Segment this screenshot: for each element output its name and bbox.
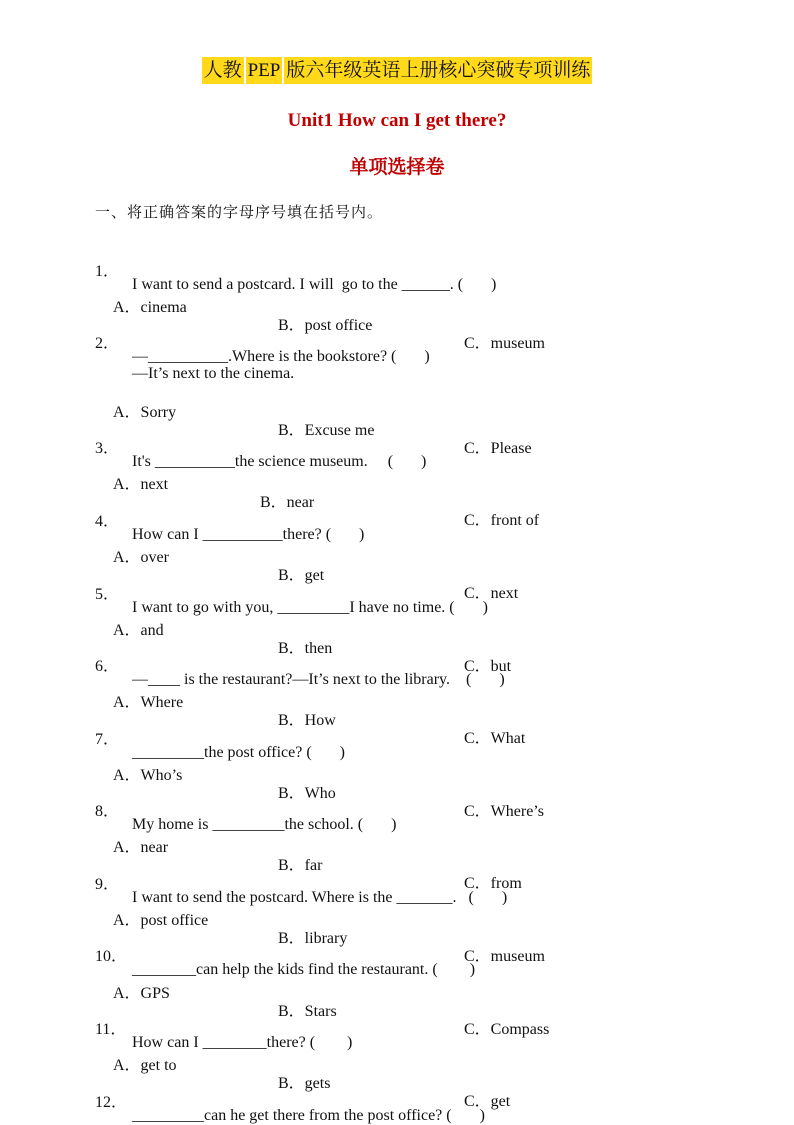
- question-reply-text: —It’s next to the cinema.: [132, 365, 295, 382]
- option-c[interactable]: C．Compass: [464, 1021, 550, 1038]
- question-text: —__________.Where is the bookstore? ( ): [132, 348, 430, 365]
- option-c[interactable]: C．Where’s: [464, 803, 544, 820]
- option-a[interactable]: A．Where: [113, 694, 184, 711]
- option-c[interactable]: C．museum: [464, 948, 545, 965]
- question-number: 1．: [95, 263, 120, 280]
- title-part: 版六年级英语上册核心突破专项训练: [284, 57, 592, 84]
- option-b[interactable]: B．gets: [278, 1075, 331, 1092]
- question-number: 3．: [95, 440, 120, 457]
- question-text: How can I __________there? ( ): [132, 526, 365, 543]
- option-a[interactable]: A．over: [113, 549, 169, 566]
- question-number: 5．: [95, 586, 120, 603]
- question-text: I want to go with you, _________I have no time. ( ): [132, 599, 488, 616]
- option-a[interactable]: A．next: [113, 476, 169, 493]
- option-b[interactable]: B．library: [278, 930, 348, 947]
- instruction-text: 一、将正确答案的字母序号填在括号内。: [95, 203, 384, 221]
- option-a[interactable]: A．get to: [113, 1057, 177, 1074]
- option-b[interactable]: B．post office: [278, 317, 373, 334]
- question-text: How can I ________there? ( ): [132, 1034, 353, 1051]
- question-number: 12．: [95, 1094, 128, 1111]
- question-text: _________the post office? ( ): [132, 744, 345, 761]
- option-a[interactable]: A．cinema: [113, 299, 187, 316]
- question-number: 8．: [95, 803, 120, 820]
- question-text: I want to send a postcard. I will go to the ______. ( ): [132, 276, 497, 293]
- question-text: It's __________the science museum. ( ): [132, 453, 427, 470]
- question-text: I want to send the postcard. Where is the _______. ( ): [132, 889, 508, 906]
- option-b[interactable]: B．far: [278, 857, 323, 874]
- question-number: 2．: [95, 335, 120, 352]
- option-b[interactable]: B．Excuse me: [278, 422, 375, 439]
- title-part: PEP: [246, 57, 283, 84]
- title-banner: [0, 54, 794, 88]
- option-a[interactable]: A．Who’s: [113, 767, 183, 784]
- option-b[interactable]: B．then: [278, 640, 333, 657]
- option-a[interactable]: A．Sorry: [113, 404, 177, 421]
- option-c[interactable]: C．museum: [464, 335, 545, 352]
- question-number: 11．: [95, 1021, 127, 1038]
- option-a[interactable]: A．GPS: [113, 985, 170, 1002]
- option-c[interactable]: C．front of: [464, 512, 540, 529]
- option-a[interactable]: A．post office: [113, 912, 209, 929]
- option-b[interactable]: B．near: [260, 494, 315, 511]
- unit-title: Unit1 How can I get there?: [287, 110, 507, 131]
- option-a[interactable]: A．and: [113, 622, 164, 639]
- worksheet-title: [201, 54, 594, 88]
- question-number: 10．: [95, 948, 128, 965]
- option-c[interactable]: C．next: [464, 585, 519, 602]
- option-c[interactable]: C．What: [464, 730, 526, 747]
- option-b[interactable]: B．Stars: [278, 1003, 337, 1020]
- question-text: ________can help the kids find the restaurant. ( ): [132, 961, 476, 978]
- option-b[interactable]: B．get: [278, 567, 325, 584]
- option-c[interactable]: C．get: [464, 1093, 511, 1110]
- question-text: _________can he get there from the post office? ( ): [132, 1107, 485, 1124]
- option-c[interactable]: C．from: [464, 875, 522, 892]
- question-number: 4．: [95, 513, 120, 530]
- question-number: 6．: [95, 658, 120, 675]
- option-a[interactable]: A．near: [113, 839, 169, 856]
- question-text: —____ is the restaurant?—It’s next to the library. ( ): [132, 671, 505, 688]
- worksheet-subtitle: 单项选择卷: [349, 156, 445, 178]
- option-b[interactable]: B．How: [278, 712, 336, 729]
- title-part: 人教: [202, 57, 244, 84]
- question-number: 9．: [95, 876, 120, 893]
- option-b[interactable]: B．Who: [278, 785, 336, 802]
- question-text: My home is _________the school. ( ): [132, 816, 397, 833]
- option-c[interactable]: C．Please: [464, 440, 532, 457]
- option-c[interactable]: C．but: [464, 658, 512, 675]
- question-number: 7．: [95, 731, 120, 748]
